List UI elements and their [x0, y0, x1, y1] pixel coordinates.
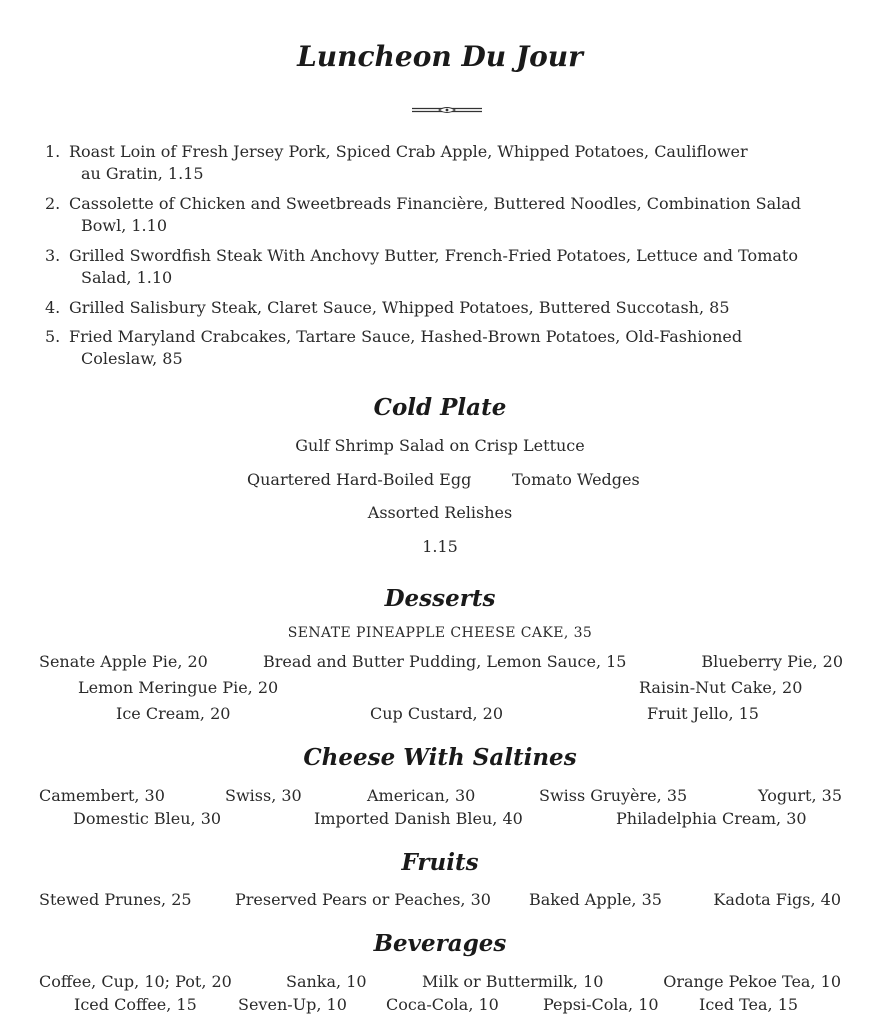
beverage-item: Coca-Cola, 10 [386, 995, 499, 1014]
luncheon-item: 4. Grilled Salisbury Steak, Claret Sauce, Whipped Potatoes, Buttered Succotash, 85 [45, 298, 730, 317]
luncheon-item: 1. Roast Loin of Fresh Jersey Pork, Spiced Crab Apple, Whipped Potatoes, Cauliflower au Gratin, 1.15 [45, 142, 748, 183]
beverage-item: Iced Tea, 15 [699, 995, 799, 1014]
cold-plate-line: Assorted Relishes [367, 503, 513, 522]
cheese-item: Philadelphia Cream, 30 [616, 809, 807, 828]
dessert-item: Blueberry Pie, 20 [701, 652, 843, 671]
dessert-item: Raisin-Nut Cake, 20 [639, 678, 803, 697]
beverage-item: Milk or Buttermilk, 10 [422, 972, 604, 991]
cheese-item: Yogurt, 35 [758, 786, 842, 805]
cheese-item: American, 30 [367, 786, 476, 805]
cheese-item: Swiss Gruyère, 35 [539, 786, 688, 805]
fruit-item: Baked Apple, 35 [529, 890, 662, 909]
luncheon-item: 3. Grilled Swordfish Steak With Anchovy Butter, French-Fried Potatoes, Lettuce and Tomato Salad, 1.10 [45, 246, 798, 287]
dessert-item: Senate Apple Pie, 20 [39, 652, 208, 671]
fruit-item: Preserved Pears or Peaches, 30 [235, 890, 491, 909]
luncheon-item: 2. Cassolette of Chicken and Sweetbreads Financière, Buttered Noodles, Combination Salad Bowl, 1.10 [45, 194, 802, 235]
fruit-item: Kadota Figs, 40 [713, 890, 841, 909]
dessert-item: Bread and Butter Pudding, Lemon Sauce, 15 [263, 652, 627, 671]
dessert-item: Fruit Jello, 15 [647, 704, 759, 723]
beverage-item: Orange Pekoe Tea, 10 [663, 972, 841, 991]
cheese-title: Cheese With Saltines [303, 744, 577, 771]
cold-plate-line: Tomato Wedges [512, 470, 640, 489]
desserts-title: Desserts [384, 585, 496, 612]
menu-title: Luncheon Du Jour [297, 40, 583, 73]
luncheon-item: 5. Fried Maryland Crabcakes, Tartare Sauce, Hashed-Brown Potatoes, Old-Fashioned Coleslaw, 85 [45, 327, 743, 368]
featured-dessert: SENATE PINEAPPLE CHEESE CAKE, 35 [287, 625, 593, 641]
dessert-item: Lemon Meringue Pie, 20 [78, 678, 279, 697]
ornament-divider-icon [412, 106, 482, 114]
dessert-item: Cup Custard, 20 [370, 704, 504, 723]
beverage-item: Pepsi-Cola, 10 [543, 995, 659, 1014]
cheese-item: Imported Danish Bleu, 40 [314, 809, 523, 828]
cold-plate-title: Cold Plate [373, 394, 507, 421]
beverages-title: Beverages [373, 930, 507, 957]
cold-plate-price: 1.15 [422, 537, 458, 556]
fruit-item: Stewed Prunes, 25 [39, 890, 192, 909]
beverage-item: Sanka, 10 [286, 972, 367, 991]
beverage-item: Iced Coffee, 15 [74, 995, 197, 1014]
beverage-item: Coffee, Cup, 10; Pot, 20 [39, 972, 232, 991]
fruits-title: Fruits [401, 849, 479, 876]
cold-plate-line: Gulf Shrimp Salad on Crisp Lettuce [295, 436, 585, 455]
cheese-item: Swiss, 30 [225, 786, 302, 805]
dessert-item: Ice Cream, 20 [116, 704, 231, 723]
cheese-item: Domestic Bleu, 30 [73, 809, 222, 828]
beverage-item: Seven-Up, 10 [238, 995, 347, 1014]
cold-plate-line: Quartered Hard-Boiled Egg [247, 470, 472, 489]
cheese-item: Camembert, 30 [39, 786, 165, 805]
